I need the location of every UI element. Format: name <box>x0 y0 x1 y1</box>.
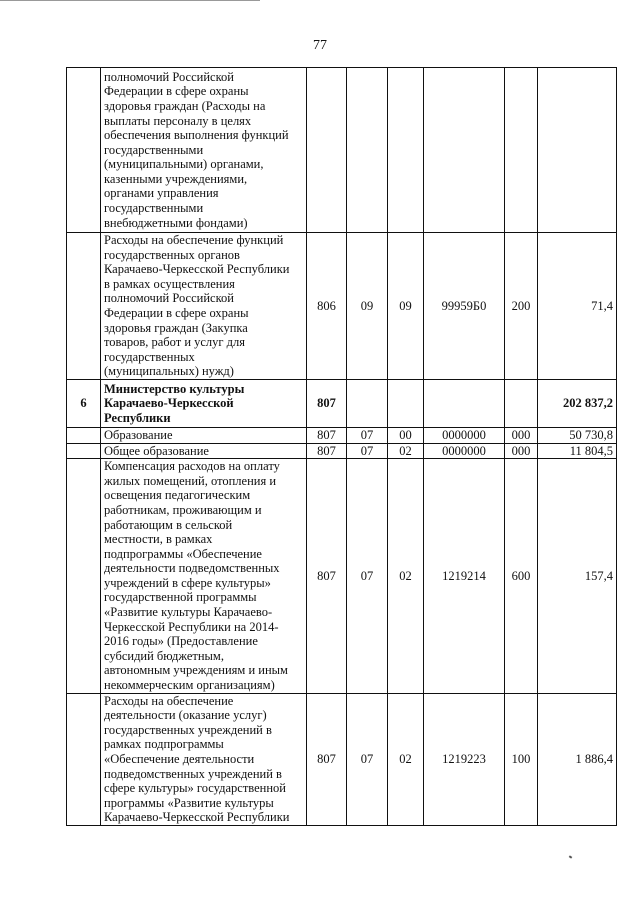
ved-code-cell: 807 <box>307 379 347 427</box>
amount-cell: 1 886,4 <box>538 693 617 825</box>
description-line: деятельности подведомственных <box>104 561 280 576</box>
target-article-cell: 0000000 <box>424 443 505 459</box>
budget-table-body <box>67 68 617 826</box>
page-number: 77 <box>313 38 327 53</box>
row-number-cell <box>67 693 101 825</box>
description-line: автономным учреждениям и иным <box>104 663 288 678</box>
amount-cell: 11 804,5 <box>538 443 617 459</box>
subsection-code-cell: 02 <box>388 459 424 694</box>
row-number-cell <box>67 459 101 694</box>
subsection-code-cell: 02 <box>388 693 424 825</box>
description-line: обеспечения выполнения функций <box>104 128 289 143</box>
top-edge-line <box>0 0 260 1</box>
description-line: товаров, работ и услуг для <box>104 335 246 350</box>
row-number-cell <box>67 427 101 443</box>
description-line: полномочий Российской <box>104 291 234 306</box>
description-line: Расходы на обеспечение <box>104 693 234 708</box>
description-line: освещения педагогическим <box>104 488 251 503</box>
row-number-cell: 6 <box>67 379 101 427</box>
description-line: органами управления <box>104 186 219 201</box>
table-row <box>67 693 617 825</box>
description-line: программы «Развитие культуры <box>104 795 274 810</box>
description-line: внебюджетными фондами) <box>104 215 248 230</box>
subsection-code-cell: 02 <box>388 443 424 459</box>
subsection-code-cell: 09 <box>388 233 424 380</box>
table-row <box>67 233 617 380</box>
expense-type-cell: 000 <box>505 427 538 443</box>
expense-type-cell: 600 <box>505 459 538 694</box>
description-line: «Обеспечение деятельности <box>104 752 255 766</box>
description-cell <box>101 233 307 380</box>
expense-type-cell <box>505 68 538 233</box>
description-line: (муниципальными) органами, <box>104 157 264 172</box>
description-line: государственных учреждений в <box>104 722 272 737</box>
target-article-cell: 1219214 <box>424 459 505 694</box>
description-line: (муниципальных) нужд) <box>104 364 234 379</box>
description-line: учреждений в сфере культуры» <box>104 575 271 590</box>
description-line: некоммерческим организациям) <box>104 678 275 693</box>
section-code-cell: 09 <box>347 233 388 380</box>
expense-type-cell: 200 <box>505 233 538 380</box>
ved-code-cell: 807 <box>307 427 347 443</box>
expense-type-cell: 000 <box>505 443 538 459</box>
description-line: рамках подпрограммы <box>104 737 224 752</box>
description-line: подведомственных учреждений в <box>104 766 282 781</box>
amount-cell <box>538 68 617 233</box>
table-row <box>67 379 617 427</box>
amount-cell: 202 837,2 <box>538 379 617 427</box>
description-cell <box>101 693 307 825</box>
expense-type-cell: 100 <box>505 693 538 825</box>
description-line: местности, в рамках <box>104 532 213 547</box>
target-article-cell: 99959Б0 <box>424 233 505 380</box>
description-line: жилых помещений, отопления и <box>104 473 277 488</box>
row-number-cell <box>67 443 101 459</box>
section-code-cell: 07 <box>347 693 388 825</box>
description-line: государственными <box>104 142 204 157</box>
section-code-cell <box>347 68 388 233</box>
description-line: работающим в сельской <box>104 517 233 532</box>
table-row <box>67 459 617 694</box>
target-article-cell: 0000000 <box>424 427 505 443</box>
description-line: 2016 годы» (Предоставление <box>104 634 258 649</box>
row-number-cell <box>67 68 101 233</box>
description-line: Карачаево-Черкесской Республики <box>104 810 290 825</box>
budget-table <box>66 67 617 826</box>
description-line: государственных <box>104 349 195 364</box>
description-line: Карачаево-Черкесской <box>104 396 234 411</box>
description-line: сфере культуры» государственной <box>104 781 286 796</box>
table-row <box>67 443 617 459</box>
expense-type-cell <box>505 379 538 427</box>
description-line: Республики <box>104 410 171 425</box>
description-line: Министерство культуры <box>104 381 245 396</box>
ved-code-cell: 807 <box>307 693 347 825</box>
description-line: полномочий Российской <box>104 69 234 84</box>
amount-cell: 157,4 <box>538 459 617 694</box>
description-line: Карачаево-Черкесской Республики <box>104 262 290 277</box>
description-line: работникам, проживающим и <box>104 502 262 517</box>
subsection-code-cell <box>388 68 424 233</box>
ved-code-cell <box>307 68 347 233</box>
table-row <box>67 68 617 233</box>
description-cell <box>101 68 307 233</box>
description-line: Общее образование <box>104 443 209 458</box>
section-code-cell <box>347 379 388 427</box>
table-row <box>67 427 617 443</box>
row-number-cell <box>67 233 101 380</box>
section-code-cell: 07 <box>347 459 388 694</box>
description-line: государственными <box>104 201 204 216</box>
target-article-cell <box>424 379 505 427</box>
description-line: Федерации в сфере охраны <box>104 84 249 99</box>
amount-cell: 50 730,8 <box>538 427 617 443</box>
description-cell <box>101 427 307 443</box>
scan-speck <box>569 855 573 858</box>
description-line: в рамках осуществления <box>104 276 235 291</box>
description-line: подпрограммы «Обеспечение <box>104 546 262 561</box>
description-line: государственных органов <box>104 247 240 262</box>
section-code-cell: 07 <box>347 427 388 443</box>
subsection-code-cell <box>388 379 424 427</box>
description-line: государственной программы <box>104 590 257 605</box>
target-article-cell <box>424 68 505 233</box>
ved-code-cell: 807 <box>307 443 347 459</box>
description-line: здоровья граждан (Расходы на <box>104 98 266 113</box>
description-line: Федерации в сфере охраны <box>104 305 249 320</box>
ved-code-cell: 806 <box>307 233 347 380</box>
description-line: казенными учреждениями, <box>104 171 248 186</box>
description-line: Образование <box>104 427 173 442</box>
subsection-code-cell: 00 <box>388 427 424 443</box>
description-line: субсидий бюджетным, <box>104 648 224 663</box>
description-cell <box>101 459 307 694</box>
description-cell <box>101 443 307 459</box>
section-code-cell: 07 <box>347 443 388 459</box>
description-line: Расходы на обеспечение функций <box>104 233 284 247</box>
description-line: Черкесской Республики на 2014- <box>104 619 279 634</box>
description-line: Компенсация расходов на оплату <box>104 459 280 474</box>
description-line: деятельности (оказание услуг) <box>104 708 267 723</box>
ved-code-cell: 807 <box>307 459 347 694</box>
description-cell <box>101 379 307 427</box>
description-line: выплаты персоналу в целях <box>104 113 252 128</box>
amount-cell: 71,4 <box>538 233 617 380</box>
description-line: «Развитие культуры Карачаево- <box>104 605 273 620</box>
target-article-cell: 1219223 <box>424 693 505 825</box>
description-line: здоровья граждан (Закупка <box>104 320 248 335</box>
